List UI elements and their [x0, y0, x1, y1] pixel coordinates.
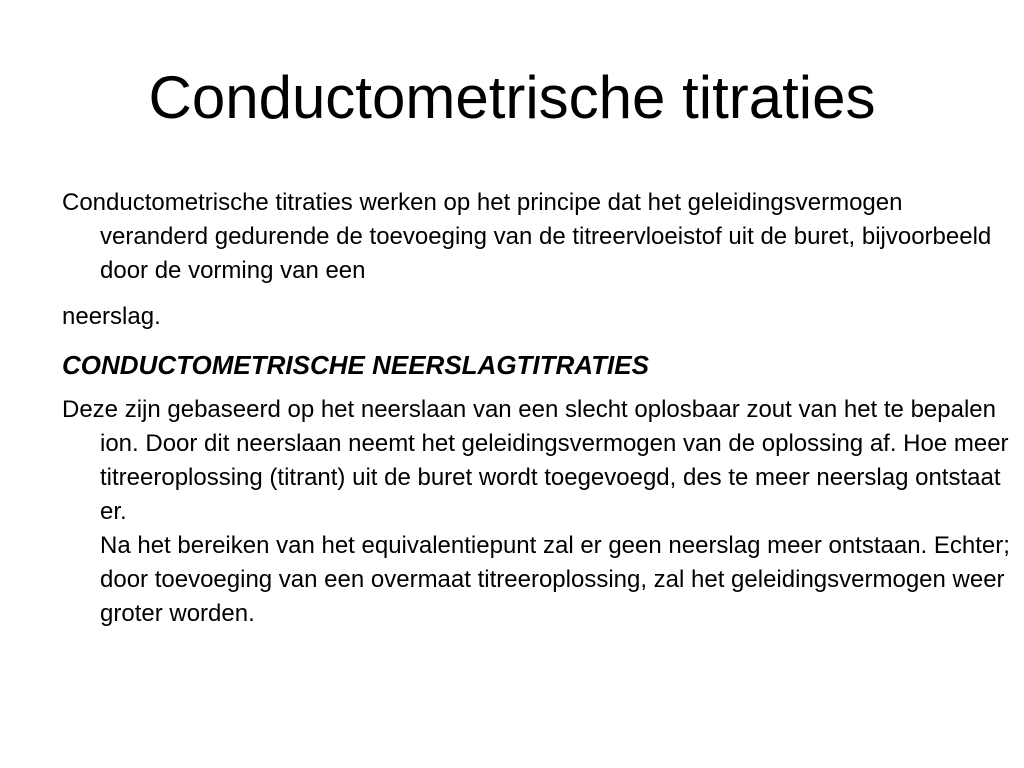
body-text-part1: Deze zijn gebaseerd op het neerslaan van een slecht oplosbaar zout van het te bepalen ion. Door dit neerslaan neemt het geleidingsvermogen van de oplossing af. Hoe meer titreeroplossing (titrant) uit de buret wordt toegevoegd, des te meer neerslag ontstaat er.	[62, 396, 1009, 525]
intro-paragraph	[62, 186, 1010, 334]
intro-text: Conductometrische titraties werken op het principe dat het geleidingsvermogen veranderd gedurende de toevoeging van de titreervloeistof uit de buret, bijvoorbeeld door de vorming van een	[62, 189, 992, 284]
slide-title: Conductometrische titraties	[148, 64, 876, 131]
body-paragraph	[62, 393, 1010, 631]
intro-text-end: neerslag.	[62, 303, 161, 330]
body-text-part2: Na het bereiken van het equivalentiepunt zal er geen neerslag meer ontstaan. Echter; door toevoeging van een overmaat titreeroplossing, zal het geleidingsvermogen weer groter worden.	[100, 532, 1010, 627]
section-heading: CONDUCTOMETRISCHE NEERSLAGTITRATIES	[62, 350, 649, 380]
